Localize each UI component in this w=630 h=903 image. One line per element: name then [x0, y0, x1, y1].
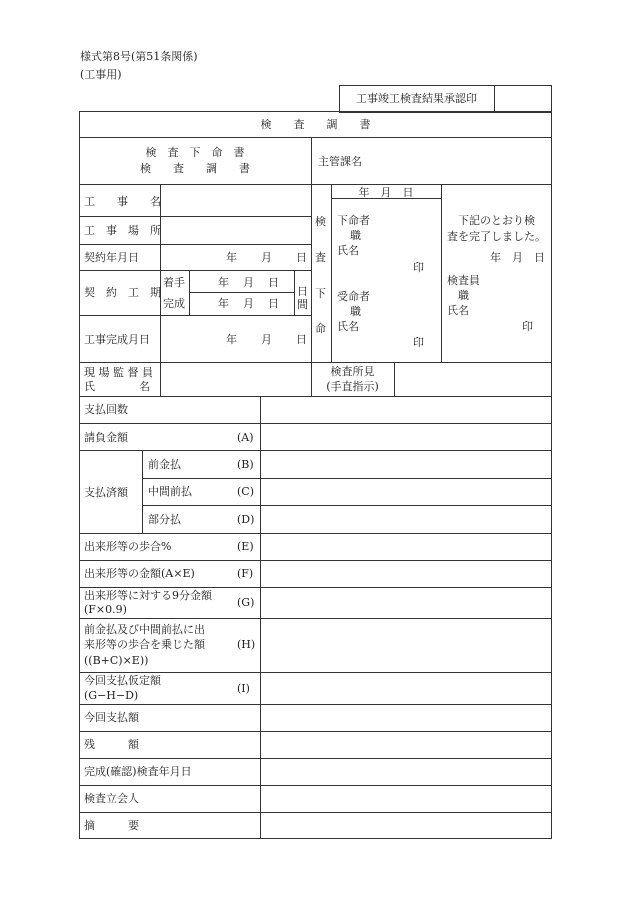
interim-advance-label: 中間前払	[148, 485, 192, 498]
supervisor-label: 現 場 監 督 員	[84, 366, 153, 379]
side-char-4: 命	[315, 322, 326, 335]
balance-label: 残 額	[84, 738, 139, 751]
department-label: 主管課名	[318, 155, 362, 168]
days-label-bottom: 間	[297, 298, 308, 311]
completion-year-label: 年	[226, 333, 237, 346]
project-site-label: 工 事 場 所	[84, 224, 161, 237]
result-text-line2: 査を完了しました。	[447, 230, 546, 243]
partial-payment-code: (D)	[237, 513, 255, 526]
days-label-top: 日	[297, 285, 308, 298]
advance-payment-label: 前金払	[148, 458, 181, 471]
inspector-title-label: 職	[458, 289, 469, 302]
issuer-label: 下命者	[337, 214, 370, 227]
inspector-seal-label: 印	[522, 320, 533, 333]
project-name-label: 工 事 名	[84, 195, 161, 208]
side-char-1: 検	[315, 215, 326, 228]
contract-date-label: 契約年月日	[84, 251, 139, 264]
complete-label: 完成	[163, 297, 185, 310]
inspector-name-label: 氏名	[447, 304, 469, 317]
form-title: 検 査 調 書	[260, 118, 371, 131]
contract-year-label: 年	[226, 251, 237, 264]
inspection-witness-label: 検査立会人	[84, 792, 139, 805]
result-date-label: 年 月 日	[490, 251, 545, 264]
start-year-label: 年	[218, 276, 229, 289]
payment-count-label: 支払回数	[84, 403, 128, 416]
partial-payment-label: 部分払	[148, 513, 181, 526]
advance-progress-code: (H)	[237, 638, 256, 651]
inspector-label: 検査員	[447, 274, 480, 287]
receiver-name-label: 氏名	[337, 320, 359, 333]
progress-amount-label: 出来形等の金額(A×E)	[84, 567, 195, 580]
complete-year-label: 年	[218, 297, 229, 310]
start-month-label: 月	[243, 276, 254, 289]
advance-progress-formula: ((B+C)×E))	[84, 654, 149, 667]
nine-tenths-amount-formula: (F×0.9)	[84, 603, 127, 616]
provisional-payment-formula: (G−H−D)	[84, 689, 139, 702]
receiver-seal-label: 印	[413, 336, 424, 349]
provisional-payment-label: 今回支払仮定額	[84, 674, 161, 687]
issuer-name-label: 氏名	[337, 244, 359, 257]
form-type-label: (工事用)	[80, 68, 122, 81]
remarks-label: 摘 要	[84, 819, 139, 832]
form-number-label: 様式第8号(第51条関係)	[80, 50, 198, 63]
inspection-opinion-label: 検査所見	[330, 365, 375, 378]
paid-amount-group-label: 支払済額	[84, 486, 128, 499]
issuer-seal-label: 印	[413, 261, 424, 274]
nine-tenths-amount-code: (G)	[237, 596, 255, 609]
receiver-label: 受命者	[337, 290, 370, 303]
side-char-3: 下	[315, 287, 326, 300]
contract-amount-label: 請負金額	[84, 431, 128, 444]
complete-day-label: 日	[268, 297, 279, 310]
contract-amount-code: (A)	[237, 431, 254, 444]
contract-period-label: 契 約 工 期	[84, 286, 161, 299]
side-char-2: 査	[315, 251, 326, 264]
contract-month-label: 月	[261, 251, 272, 264]
completion-month-label: 月	[261, 333, 272, 346]
approval-stamp-label: 工事竣工検査結果承認印	[356, 92, 477, 105]
current-payment-label: 今回支払額	[84, 711, 139, 724]
progress-rate-label: 出来形等の歩合%	[84, 540, 172, 553]
inspection-report-heading: 検 査 調 書	[140, 162, 250, 175]
inspection-opinion-sublabel: (手直指示)	[326, 380, 379, 393]
advance-progress-label-line1: 前金払及び中間前払に出	[84, 623, 205, 636]
issuer-title-label: 職	[350, 229, 361, 242]
contract-day-label: 日	[296, 251, 307, 264]
advance-payment-code: (B)	[237, 458, 254, 471]
interim-advance-code: (C)	[237, 485, 254, 498]
progress-amount-code: (F)	[237, 567, 254, 580]
completion-inspection-date-label: 完成(確認)検査年月日	[84, 765, 192, 778]
complete-month-label: 月	[243, 297, 254, 310]
supervisor-name-label: 氏 名	[84, 380, 150, 393]
inspection-order-heading: 検 査 下 命 書	[145, 146, 245, 159]
completion-date-label: 工事完成月日	[84, 333, 150, 346]
start-day-label: 日	[268, 276, 279, 289]
inspection-date-header: 年 月 日	[358, 186, 414, 199]
completion-day-label: 日	[296, 333, 307, 346]
start-label: 着手	[163, 276, 185, 289]
progress-rate-code: (E)	[237, 540, 254, 553]
provisional-payment-code: (I)	[237, 682, 250, 695]
advance-progress-label-line2: 来形等の歩合を乗じた額	[84, 638, 205, 651]
nine-tenths-amount-label: 出来形等に対する9分金額	[84, 589, 212, 602]
result-text-line1: 下記のとおり検	[458, 214, 535, 227]
receiver-title-label: 職	[350, 305, 361, 318]
